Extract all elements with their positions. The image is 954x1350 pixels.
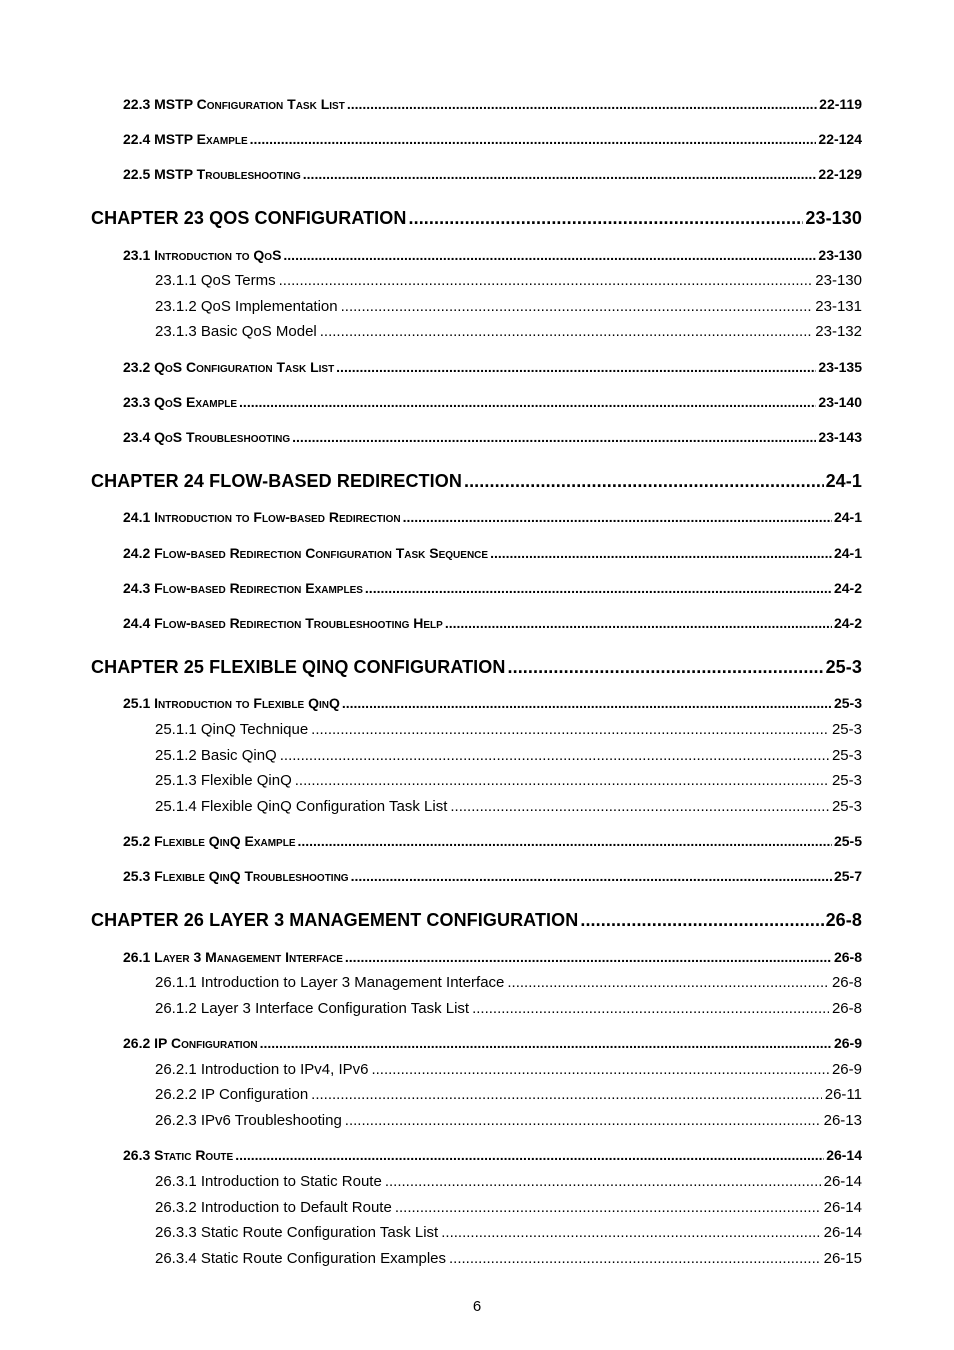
- toc-title: 22.5 MSTP Troubleshooting: [123, 166, 301, 182]
- dot-leader: [292, 429, 816, 445]
- toc-page: 25-7: [833, 868, 862, 884]
- toc-title: 23.1.1 QoS Terms: [155, 272, 276, 289]
- dot-leader: [341, 298, 813, 315]
- toc-chapter-24[interactable]: [91, 471, 862, 492]
- dot-leader: [445, 615, 832, 631]
- dot-leader: [371, 1061, 829, 1078]
- toc-title: 26.2 IP Configuration: [123, 1035, 258, 1051]
- toc-entry-26-3-2[interactable]: [155, 1199, 862, 1216]
- toc-title: CHAPTER 25 FLEXIBLE QINQ CONFIGURATION: [91, 657, 506, 677]
- dot-leader: [490, 545, 832, 561]
- dot-leader: [311, 1086, 822, 1103]
- toc-entry-24-2[interactable]: [123, 545, 862, 561]
- toc-entry-25-1-2[interactable]: [155, 747, 862, 764]
- dot-leader: [260, 1035, 832, 1051]
- toc-entry-25-3[interactable]: [123, 868, 862, 884]
- toc-entry-24-1[interactable]: [123, 509, 862, 525]
- toc-page: 23-140: [818, 394, 862, 410]
- toc-title: 26.1 Layer 3 Management Interface: [123, 949, 343, 965]
- toc-entry-25-1[interactable]: [123, 695, 862, 711]
- toc-entry-25-1-1[interactable]: [155, 721, 862, 738]
- toc-title: 26.3.3 Static Route Configuration Task List: [155, 1224, 439, 1241]
- toc-entry-26-2-3[interactable]: [155, 1112, 862, 1129]
- toc-title: 25.1.3 Flexible QinQ: [155, 772, 292, 789]
- toc-title: 25.1.4 Flexible QinQ Configuration Task List: [155, 798, 448, 815]
- toc-title: 26.2.2 IP Configuration: [155, 1086, 309, 1103]
- toc-chapter-23[interactable]: [91, 208, 862, 229]
- dot-leader: [365, 580, 832, 596]
- dot-leader: [409, 208, 804, 229]
- dot-leader: [403, 509, 832, 525]
- toc-title: 24.2 Flow-based Redirection Configuration Task Sequence: [123, 545, 489, 561]
- toc-entry-23-3[interactable]: [123, 394, 862, 410]
- toc-page: 26-14: [826, 1147, 862, 1163]
- toc-title: 23.2 QoS Configuration Task List: [123, 359, 335, 375]
- toc-page: 24-1: [825, 471, 862, 491]
- dot-leader: [303, 166, 817, 182]
- toc-entry-26-2[interactable]: [123, 1035, 862, 1051]
- toc-page: 24-1: [833, 509, 862, 525]
- dot-leader: [336, 359, 816, 375]
- dot-leader: [320, 323, 813, 340]
- dot-leader: [580, 910, 823, 931]
- dot-leader: [464, 471, 824, 492]
- toc-page: 25-3: [831, 772, 862, 789]
- toc-entry-23-4[interactable]: [123, 429, 862, 445]
- toc-entry-26-3[interactable]: [123, 1147, 862, 1163]
- toc-title: 26.1.2 Layer 3 Interface Configuration Task List: [155, 1000, 470, 1017]
- toc-page: 22-129: [818, 166, 862, 182]
- toc-title: CHAPTER 26 LAYER 3 MANAGEMENT CONFIGURATION: [91, 910, 579, 930]
- toc-title: 22.3 MSTP Configuration Task List: [123, 96, 345, 112]
- toc-chapter-25[interactable]: [91, 657, 862, 678]
- toc-title: 26.3.4 Static Route Configuration Examples: [155, 1250, 446, 1267]
- toc-chapter-26[interactable]: [91, 910, 862, 931]
- dot-leader: [449, 1250, 821, 1267]
- toc-entry-22-4[interactable]: [123, 131, 862, 147]
- dot-leader: [295, 772, 829, 789]
- toc-page: 23-130: [818, 247, 862, 263]
- toc-entry-25-1-4[interactable]: [155, 798, 862, 815]
- toc-page: 26-14: [823, 1199, 862, 1216]
- page-number: 6: [472, 1298, 482, 1315]
- toc-page: 26-15: [823, 1250, 862, 1267]
- toc-page: 24-2: [833, 580, 862, 596]
- toc-title: 26.2.3 IPv6 Troubleshooting: [155, 1112, 342, 1129]
- toc-page: 25-3: [831, 798, 862, 815]
- dot-leader: [347, 96, 817, 112]
- dot-leader: [441, 1224, 820, 1241]
- toc-page: 26-14: [823, 1173, 862, 1190]
- toc-title: 26.3.1 Introduction to Static Route: [155, 1173, 382, 1190]
- dot-leader: [280, 747, 829, 764]
- toc-title: 23.1 Introduction to QoS: [123, 247, 282, 263]
- toc-title: CHAPTER 23 QOS CONFIGURATION: [91, 208, 407, 228]
- toc-entry-23-2[interactable]: [123, 359, 862, 375]
- toc-title: 24.3 Flow-based Redirection Examples: [123, 580, 363, 596]
- dot-leader: [342, 695, 832, 711]
- dot-leader: [395, 1199, 821, 1216]
- toc-title: 25.1.1 QinQ Technique: [155, 721, 309, 738]
- toc-title: 26.3 Static Route: [123, 1147, 234, 1163]
- dot-leader: [250, 131, 817, 147]
- toc-page: 25-3: [831, 747, 862, 764]
- toc-page: 26-8: [831, 1000, 862, 1017]
- dot-leader: [472, 1000, 829, 1017]
- toc-page: 26-13: [823, 1112, 862, 1129]
- toc-page: 26-9: [831, 1061, 862, 1078]
- toc-entry-23-1[interactable]: [123, 247, 862, 263]
- toc-title: 26.1.1 Introduction to Layer 3 Management Interface: [155, 974, 505, 991]
- toc-page: 23-131: [815, 298, 862, 315]
- toc-title: 25.3 Flexible QinQ Troubleshooting: [123, 868, 349, 884]
- dot-leader: [345, 1112, 821, 1129]
- dot-leader: [508, 657, 824, 678]
- toc-page: 23-130: [805, 208, 862, 228]
- toc-page: 23-130: [815, 272, 862, 289]
- toc-title: 24.4 Flow-based Redirection Troubleshooting Help: [123, 615, 443, 631]
- toc-entry-23-1-3[interactable]: [155, 323, 862, 340]
- toc-entry-23-1-2[interactable]: [155, 298, 862, 315]
- toc-entry-25-1-3[interactable]: [155, 772, 862, 789]
- toc-page: 26-8: [825, 910, 862, 930]
- dot-leader: [450, 798, 829, 815]
- dot-leader: [345, 949, 832, 965]
- toc-title: 25.1.2 Basic QinQ: [155, 747, 277, 764]
- toc-title: 26.3.2 Introduction to Default Route: [155, 1199, 392, 1216]
- toc-entry-26-1-1[interactable]: [155, 974, 862, 991]
- toc-entry-26-1[interactable]: [123, 949, 862, 965]
- toc-title: CHAPTER 24 FLOW-BASED REDIRECTION: [91, 471, 462, 491]
- toc-page: 26-8: [833, 949, 862, 965]
- toc-title: 23.1.2 QoS Implementation: [155, 298, 338, 315]
- dot-leader: [385, 1173, 821, 1190]
- toc-page: 23-132: [815, 323, 862, 340]
- toc-page: 26-14: [823, 1224, 862, 1241]
- toc-entry-26-3-3[interactable]: [155, 1224, 862, 1241]
- toc-entry-24-4[interactable]: [123, 615, 862, 631]
- toc-entry-26-3-4[interactable]: [155, 1250, 862, 1267]
- toc-page: 24-1: [833, 545, 862, 561]
- toc-page: 25-3: [825, 657, 862, 677]
- dot-leader: [507, 974, 829, 991]
- toc-page: 22-119: [819, 96, 862, 112]
- toc-page: 22-124: [818, 131, 862, 147]
- toc-title: 23.4 QoS Troubleshooting: [123, 429, 291, 445]
- toc-title: 26.2.1 Introduction to IPv4, IPv6: [155, 1061, 369, 1078]
- toc-title: 25.2 Flexible QinQ Example: [123, 833, 296, 849]
- toc-page: 24-2: [833, 615, 862, 631]
- toc-title: 24.1 Introduction to Flow-based Redirection: [123, 509, 401, 525]
- toc-page: 26-11: [824, 1086, 862, 1103]
- toc-page: 23-135: [818, 359, 862, 375]
- toc-title: 25.1 Introduction to Flexible QinQ: [123, 695, 340, 711]
- dot-leader: [239, 394, 816, 410]
- toc-entry-22-3[interactable]: [123, 96, 862, 112]
- toc-entry-26-3-1[interactable]: [155, 1173, 862, 1190]
- toc-page: 26-8: [831, 974, 862, 991]
- toc-entry-25-2[interactable]: [123, 833, 862, 849]
- dot-leader: [235, 1147, 824, 1163]
- toc-page: 25-3: [831, 721, 862, 738]
- toc-title: 23.1.3 Basic QoS Model: [155, 323, 317, 340]
- toc-entry-26-1-2[interactable]: [155, 1000, 862, 1017]
- toc-entry-22-5[interactable]: [123, 166, 862, 182]
- dot-leader: [311, 721, 829, 738]
- toc-entry-24-3[interactable]: [123, 580, 862, 596]
- toc-entry-26-2-1[interactable]: [155, 1061, 862, 1078]
- toc-title: 22.4 MSTP Example: [123, 131, 248, 147]
- dot-leader: [351, 868, 832, 884]
- dot-leader: [279, 272, 813, 289]
- toc-title: 23.3 QoS Example: [123, 394, 238, 410]
- dot-leader: [283, 247, 816, 263]
- toc-page: 23-143: [818, 429, 862, 445]
- dot-leader: [297, 833, 831, 849]
- toc-page: 26-9: [833, 1035, 862, 1051]
- toc-entry-23-1-1[interactable]: [155, 272, 862, 289]
- toc-page: 25-5: [833, 833, 862, 849]
- toc-page: 25-3: [833, 695, 862, 711]
- toc-entry-26-2-2[interactable]: [155, 1086, 862, 1103]
